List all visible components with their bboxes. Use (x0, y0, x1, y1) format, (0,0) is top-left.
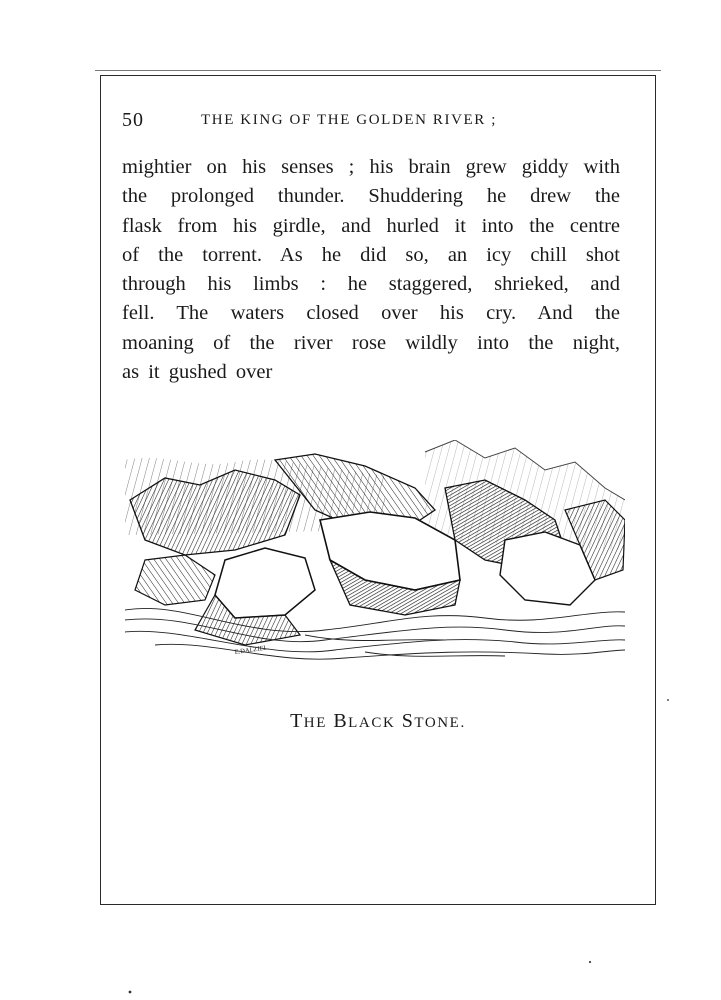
text-line: moaning of the river rose wildly into the night, (122, 331, 620, 354)
text-line: mightier on his senses ; his brain grew giddy with (122, 156, 620, 178)
caption-initial: T (290, 710, 304, 732)
text-line: flask from his girdle, and hurled it into the centre (122, 214, 620, 237)
illustration-caption (100, 710, 656, 733)
caption-initial: S (401, 710, 415, 732)
torrent-water (125, 608, 625, 659)
text-line: as it gushed over (122, 361, 273, 384)
engraver-signature: E.DALZIEL. (234, 644, 270, 656)
text-line: fell. The waters closed over his cry. And the (122, 302, 620, 325)
page-number: 50 (122, 109, 144, 131)
caption-smallcaps: LACK (348, 715, 396, 731)
page-header (122, 109, 642, 135)
text-line: the prolonged thunder. Shuddering he drew the (122, 185, 620, 208)
caption-smallcaps: HE (303, 715, 327, 731)
text-line: through his limbs : he staggered, shrieked, and (122, 273, 620, 296)
running-head: THE KING OF THE GOLDEN RIVER ; (201, 112, 498, 128)
text-line: of the torrent. As he did so, an icy chill shot (122, 243, 620, 266)
body-text (122, 153, 620, 387)
black-stone-illustration (125, 440, 625, 670)
caption-initial: B (333, 710, 349, 732)
caption-smallcaps: TONE. (414, 715, 466, 731)
